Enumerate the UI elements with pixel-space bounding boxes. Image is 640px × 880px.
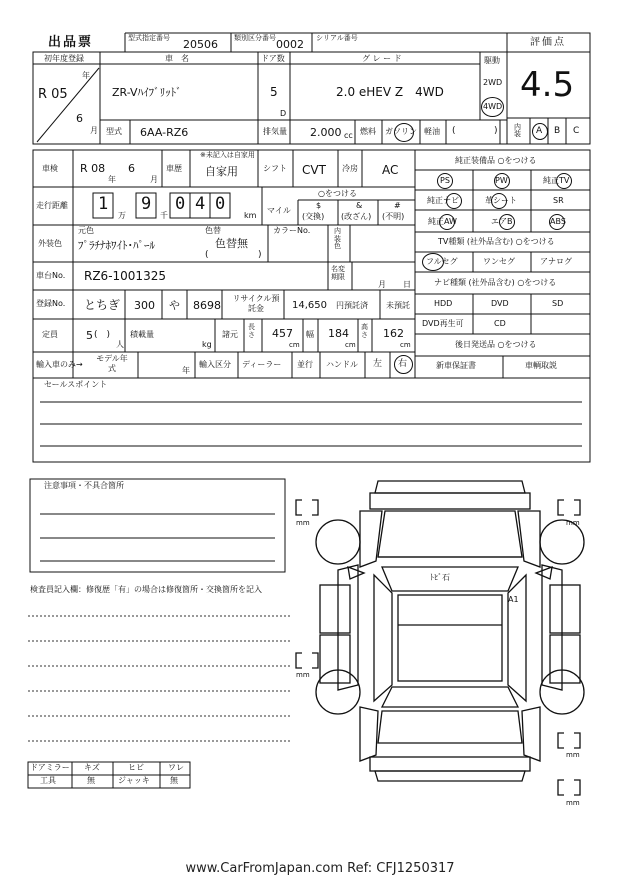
genuine-abs: ABS: [550, 217, 566, 226]
drive-label: 駆動: [484, 56, 500, 65]
month-unit: 月: [90, 126, 98, 135]
car-name: ZR-Vﾊｲﾌﾞﾘｯﾄﾞ: [112, 86, 182, 99]
inspection-year-unit: 年: [108, 175, 116, 184]
mileage-sen: 千: [160, 211, 168, 220]
history-label: 車歴: [166, 164, 182, 173]
first-reg-year: R 05: [38, 87, 68, 102]
handle-selected-circle: [394, 355, 413, 374]
plate-class: 300: [134, 299, 155, 312]
sales-point-label: セールスポイント: [44, 380, 108, 389]
height-value: 162: [383, 327, 404, 340]
history-value: 自家用: [205, 165, 238, 178]
navi-cd: CD: [494, 319, 506, 328]
score-value: 4.5: [520, 65, 575, 105]
name-change-label: 名変期限: [331, 265, 345, 282]
genuine-header: 純正装備品 ○をつける: [455, 156, 537, 165]
doors-label: ドア数: [261, 54, 285, 63]
navi-dvd-play: DVD再生可: [422, 319, 464, 328]
displacement-unit: cc: [344, 131, 353, 140]
interior-grade-a: A: [536, 126, 543, 136]
displacement-value: 2.000: [310, 126, 342, 139]
meter-unknown-symbol: #: [394, 201, 401, 210]
meter-circle-note: ○をつける: [318, 189, 357, 198]
fuel-gasoline: ガソリン: [385, 127, 417, 136]
tire-unit-rl: mm: [296, 671, 310, 679]
mile-label: マイル: [267, 206, 291, 215]
length-unit: cm: [289, 341, 300, 349]
meter-unknown: (不明): [382, 212, 405, 221]
meter-tampered-symbol: &: [356, 201, 363, 210]
navi-dvd: DVD: [491, 299, 509, 308]
height-unit: cm: [400, 341, 411, 349]
navi-hdd: HDD: [434, 299, 453, 308]
tv-fullseg: フルセグ: [426, 257, 458, 266]
genuine-pw: PW: [495, 176, 508, 185]
repaint-paren-open: (: [205, 250, 209, 260]
recycle-value: 14,650: [292, 300, 327, 311]
aircon-label: 冷房: [342, 164, 358, 173]
tire-unit-fr: mm: [566, 519, 580, 527]
acc-scratch: キズ: [84, 763, 100, 772]
name-change-month: 月: [378, 280, 386, 289]
history-note: ※未記入は自家用: [200, 151, 255, 159]
circle-tv: [556, 173, 572, 189]
original-color-label: 元色: [78, 226, 94, 235]
acc-jack-label: ジャッキ: [118, 776, 150, 785]
doors-value: 5: [270, 85, 278, 99]
notes-label: 注意事項・不具合箇所: [44, 481, 124, 490]
interior-grade-c: C: [573, 126, 580, 136]
class-value: 0002: [276, 38, 304, 51]
recycle-label: リサイクル預託金: [232, 294, 280, 313]
later-header: 後日発送品 ○をつける: [455, 340, 537, 349]
color-value: ﾌﾟﾗﾁﾅﾎﾜｲﾄ･ﾊﾟｰﾙ: [78, 239, 155, 252]
import-class-label: 輸入区分: [199, 360, 231, 369]
color-label: 外装色: [38, 239, 62, 248]
genuine-navi: 純正ナビ: [427, 196, 459, 205]
color-no-label: カラーNo.: [273, 226, 311, 235]
navi-header: ナビ種類 (社外品含む) ○をつける: [434, 278, 557, 287]
genuine-tv: 純正TV: [543, 176, 570, 185]
repaint-label: 色替: [205, 226, 221, 235]
tire-unit-fl: mm: [296, 519, 310, 527]
width-label: 幅: [306, 330, 314, 339]
fuel-label: 燃料: [360, 127, 376, 136]
meter-exchange: (交換): [302, 212, 325, 221]
capacity-unit: 人: [116, 340, 124, 349]
name-change-day: 日: [403, 280, 411, 289]
interior-label: 内装: [514, 123, 521, 138]
repaint-paren-close: ): [258, 250, 262, 260]
chassis-label: 車台No.: [36, 271, 66, 280]
shift-label: シフト: [263, 164, 287, 173]
circle-navi: [446, 193, 462, 209]
tire-unit-rr: mm: [566, 751, 580, 759]
class-label: 類別区分番号: [234, 34, 276, 42]
inspection-value: R 08: [80, 162, 106, 175]
drive-4wd: 4WD: [483, 102, 503, 111]
watermark: www.CarFromJapan.com Ref: CFJ1250317: [185, 861, 455, 876]
parallel-label: 並行: [297, 360, 313, 369]
dealer-label: ディーラー: [242, 360, 282, 369]
mileage-digit-1: 1: [98, 194, 109, 214]
model-year-unit: 年: [182, 366, 190, 375]
model-type-value: 6AA-RZ6: [140, 126, 189, 139]
handle-left: 左: [373, 359, 383, 369]
length-label: 長さ: [248, 323, 255, 339]
mileage-label: 走行距離: [36, 201, 68, 210]
genuine-airbag: エアB: [491, 217, 513, 226]
later-warranty: 新車保証書: [436, 361, 476, 370]
handle-label: ハンドル: [326, 360, 358, 369]
annotation-a1: A1: [508, 595, 519, 604]
inspector-label: 検査員記入欄：修復歴「有」の場合は修復箇所・交換箇所を記入: [30, 585, 262, 594]
width-unit: cm: [345, 341, 356, 349]
plate-number: 8698: [193, 299, 221, 312]
grade-label: グ レ ー ド: [362, 54, 402, 63]
acc-door-mirror: ドアミラー: [30, 763, 70, 772]
mileage-unit: km: [244, 211, 257, 220]
acc-crack: ヒビ: [128, 763, 144, 772]
acc-break: ワレ: [168, 763, 184, 772]
annotation-stone-chip: ﾄﾋﾞ石: [430, 573, 450, 582]
circle-ps: [437, 173, 453, 189]
chassis-value: RZ6-1001325: [84, 269, 166, 283]
acc-tools-label: 工具: [40, 776, 56, 785]
score-label: 評価点: [530, 37, 566, 48]
first-reg-label: 初年度登録: [44, 54, 84, 63]
length-value: 457: [272, 327, 293, 340]
recycle-paid: 円預託済: [336, 301, 368, 310]
interior-selected-circle: [532, 123, 548, 140]
aircon-value: AC: [382, 163, 399, 177]
tire-unit-spare: mm: [566, 799, 580, 807]
tv-header: TV種類 (社外品含む) ○をつける: [438, 237, 555, 246]
genuine-ps: PS: [440, 176, 450, 185]
capacity-paren: ( ): [94, 330, 111, 340]
shift-value: CVT: [302, 163, 326, 177]
genuine-aw: 純正AW: [428, 217, 457, 226]
circle-airbag: [499, 214, 515, 230]
car-diagram: [290, 475, 610, 810]
plate-region: とちぎ: [84, 298, 121, 312]
model-type-label: 型式: [106, 127, 122, 136]
mileage-digit-5: 0: [215, 194, 226, 214]
recycle-unpaid: 未預託: [386, 301, 410, 310]
plate-label: 登録No.: [36, 299, 66, 308]
model-year-label: モデル年式: [96, 354, 128, 373]
interior-color-label: 内装色: [334, 227, 341, 251]
mileage-man: 万: [118, 211, 126, 220]
load-label: 積載量: [130, 330, 154, 339]
tv-oneseg: ワンセグ: [483, 257, 515, 266]
drive-selected-circle: [481, 97, 504, 117]
dims-label: 諸元: [222, 330, 238, 339]
inspection-month: 6: [128, 162, 135, 175]
meter-tampered: (改ざん): [341, 212, 372, 221]
fuel-selected-circle: [394, 123, 414, 142]
year-unit: 年: [82, 71, 90, 80]
repaint-value: 色替無: [215, 237, 248, 250]
acc-jack-value: 無: [170, 776, 178, 785]
inspection-label: 車検: [42, 164, 58, 173]
light-oil-paren-close: ): [494, 126, 498, 136]
circle-pw: [494, 173, 510, 189]
capacity-label: 定員: [42, 330, 58, 339]
circle-leather: [491, 193, 507, 209]
doors-suffix: D: [280, 109, 287, 118]
import-only-label: 輸入車のみ→: [36, 360, 83, 369]
serial-label: シリアル番号: [316, 34, 358, 42]
acc-tools-value: 無: [87, 776, 95, 785]
mileage-digit-3: 0: [175, 194, 186, 214]
handle-right: 右: [398, 359, 408, 369]
circle-aw: [439, 214, 455, 230]
circle-fullseg: [422, 253, 444, 271]
genuine-sr: SR: [553, 196, 564, 205]
drive-2wd: 2WD: [483, 78, 503, 87]
light-oil-label: 軽油: [424, 127, 440, 136]
capacity-value: 5: [86, 329, 93, 342]
width-value: 184: [328, 327, 349, 340]
navi-sd: SD: [552, 299, 564, 308]
first-reg-month: 6: [76, 112, 83, 125]
circle-abs: [549, 214, 565, 230]
later-manual: 車輌取説: [525, 361, 557, 370]
sheet-title: 出品票: [48, 35, 94, 50]
mileage-digit-2: 9: [141, 194, 152, 214]
light-oil-paren-open: (: [452, 126, 456, 136]
model-cert-value: 20506: [183, 38, 218, 51]
model-cert-label: 型式指定番号: [128, 34, 170, 42]
meter-exchange-symbol: $: [316, 201, 322, 210]
mileage-digit-4: 4: [195, 194, 206, 214]
genuine-leather: 革シート: [485, 196, 517, 205]
interior-grade-b: B: [554, 126, 561, 136]
plate-kana: や: [169, 299, 180, 312]
load-unit: kg: [202, 340, 212, 349]
height-label: 高さ: [361, 323, 368, 339]
first-reg-divider: [33, 64, 100, 144]
displacement-label: 排気量: [263, 127, 287, 136]
grade-value: 2.0 eHEV Z 4WD: [336, 85, 444, 99]
inspection-month-unit: 月: [150, 175, 158, 184]
car-name-label: 車 名: [165, 54, 189, 63]
tv-analog: アナログ: [540, 257, 572, 266]
